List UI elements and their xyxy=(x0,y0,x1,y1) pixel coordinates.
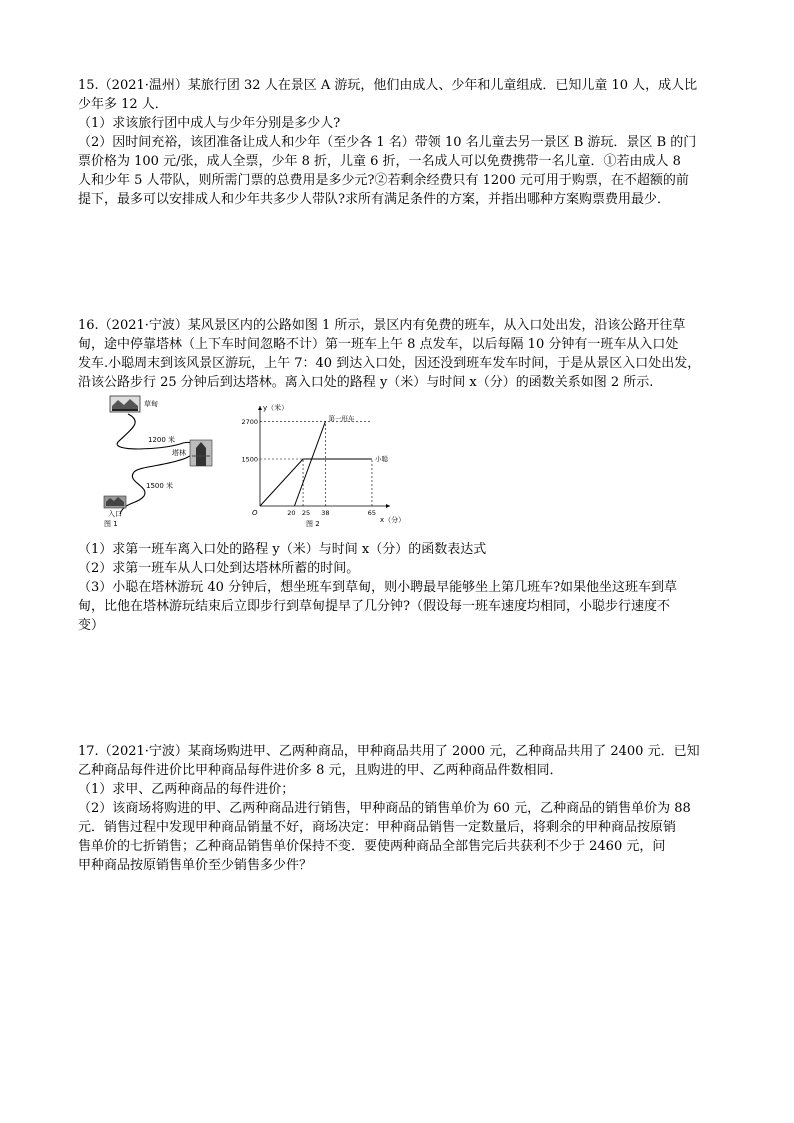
x-tick-label: 25 xyxy=(301,509,311,517)
p17-line: （1）求甲、乙两种商品的每件进价； xyxy=(78,782,295,797)
x-axis-label: x（分） xyxy=(380,516,406,524)
figure-2-graph xyxy=(241,400,406,528)
p15-line: 提下，最多可以安排成人和少年共多少人带队?求所有满足条件的方案，并指出哪种方案购票费用最少． xyxy=(78,192,670,207)
label-1200: 1200 米 xyxy=(148,436,176,444)
problem-16-questions xyxy=(78,540,728,635)
x-axis-arrow xyxy=(386,504,390,508)
p16-line: 16.（2021·宁波）某风景区内的公路如图 1 所示，景区内有免费的班车，从入口处出发，沿该公路开往草 xyxy=(78,318,686,333)
entrance-picture xyxy=(104,496,126,508)
y-axis-arrow xyxy=(258,406,262,410)
label-meadow: 草甸 xyxy=(144,400,158,408)
p16-question: 变） xyxy=(78,618,105,633)
p17-line: 乙种商品每件进价比甲种商品每件进价多 8 元，且购进的甲、乙两种商品件数相同． xyxy=(78,763,563,778)
series-walker-label: 小聪 xyxy=(374,455,388,463)
label-1500: 1500 米 xyxy=(146,482,174,490)
problem-16 xyxy=(78,316,728,633)
road-path xyxy=(117,414,196,514)
problem-15 xyxy=(78,76,728,209)
p15-line: 人和少年 5 人带队，则所需门票的总费用是多少元?②若剩余经费只有 1200 元可用于购票，在不超额的前 xyxy=(78,173,689,188)
p15-line: 少年多 12 人． xyxy=(78,97,168,112)
series-walker-line xyxy=(260,459,372,506)
y-axis-label: y（米） xyxy=(263,404,289,412)
figure-1-caption: 图 1 xyxy=(104,520,118,528)
p15-line: 15.（2021·温州）某旅行团 32 人在景区 A 游玩，他们由成人、少年和儿童组成．已知儿童 10 人，成人比 xyxy=(78,78,698,93)
p17-line: 售单价的七折销售；乙种商品销售单价保持不变．要使两种商品全部售完后共获利不少于 2460 元，问 xyxy=(78,839,666,854)
x-tick-label: 38 xyxy=(321,509,330,517)
p15-line: （1）求该旅行团中成人与少年分别是多少人? xyxy=(78,116,341,131)
label-entrance: 入口 xyxy=(108,510,122,518)
figure-1-road-map xyxy=(100,392,220,528)
origin-label: O xyxy=(252,509,258,517)
p17-line: 元．销售过程中发现甲种商品销量不好，商场决定：甲种商品销售一定数量后，将剩余的甲种商品按原销 xyxy=(78,820,677,835)
p17-line: （2）该商场将购进的甲、乙两种商品进行销售，甲种商品的销售单价为 60 元，乙种商品的销售单价为 88 xyxy=(78,801,691,816)
p16-question: （2）求第一班车从人口处到达塔林所蓄的时间。 xyxy=(78,561,360,576)
y-tick-label: 1500 xyxy=(241,455,258,464)
p16-line: 发车.小聪周末到该风景区游玩，上午 7：40 到达入口处，因还没到班车发车时间，于是从景区入口处出发， xyxy=(78,356,701,371)
p16-question: （1）求第一班车离入口处的路程 y（米）与时间 x（分）的函数表达式 xyxy=(78,542,487,557)
x-tick-label: 20 xyxy=(287,509,296,517)
p16-line: 甸，途中停靠塔林（上下车时间忽略不计）第一班车上午 8 点发车，以后每隔 10 分钟有一班车从入口处 xyxy=(78,337,679,352)
p15-line: （2）因时间充裕，该团准备让成人和少年（至少各 1 名）带领 10 名儿童去另一景区 B 游玩．景区 B 的门 xyxy=(78,135,697,150)
problem-17 xyxy=(78,742,728,875)
x-tick-label: 65 xyxy=(367,509,377,517)
series-bus-label: 第一班车 xyxy=(328,414,355,423)
meadow-picture xyxy=(110,396,140,412)
p15-line: 票价格为 100 元/张，成人全票，少年 8 折，儿童 6 折，一名成人可以免费携带一名儿童．①若由成人 8 xyxy=(78,154,681,169)
p17-line: 17.（2021·宁波）某商场购进甲、乙两种商品，甲种商品共用了 2000 元，乙种商品共用了 2400 元．已知 xyxy=(78,744,700,759)
figure-2-caption: 图 2 xyxy=(306,520,320,528)
label-talin: 塔林 xyxy=(172,449,186,457)
pagoda-picture xyxy=(190,440,212,466)
y-tick-label: 2700 xyxy=(241,417,258,426)
p16-line: 沿该公路步行 25 分钟后到达塔林。离入口处的路程 y（米）与时间 x（分）的函数关系如图 2 所示. xyxy=(78,375,654,390)
p17-line: 甲种商品按原销售单价至少销售多少件？ xyxy=(78,858,313,873)
p16-question: （3）小聪在塔林游玩 40 分钟后，想坐班车到草甸，则小聘最早能够坐上第几班车?如果他坐这班车到草 xyxy=(78,580,678,595)
p16-question: 甸，比他在塔林游玩结束后立即步行到草甸提早了几分钟?（假设每一班车速度均相同，小聪步行速度不 xyxy=(78,599,670,614)
